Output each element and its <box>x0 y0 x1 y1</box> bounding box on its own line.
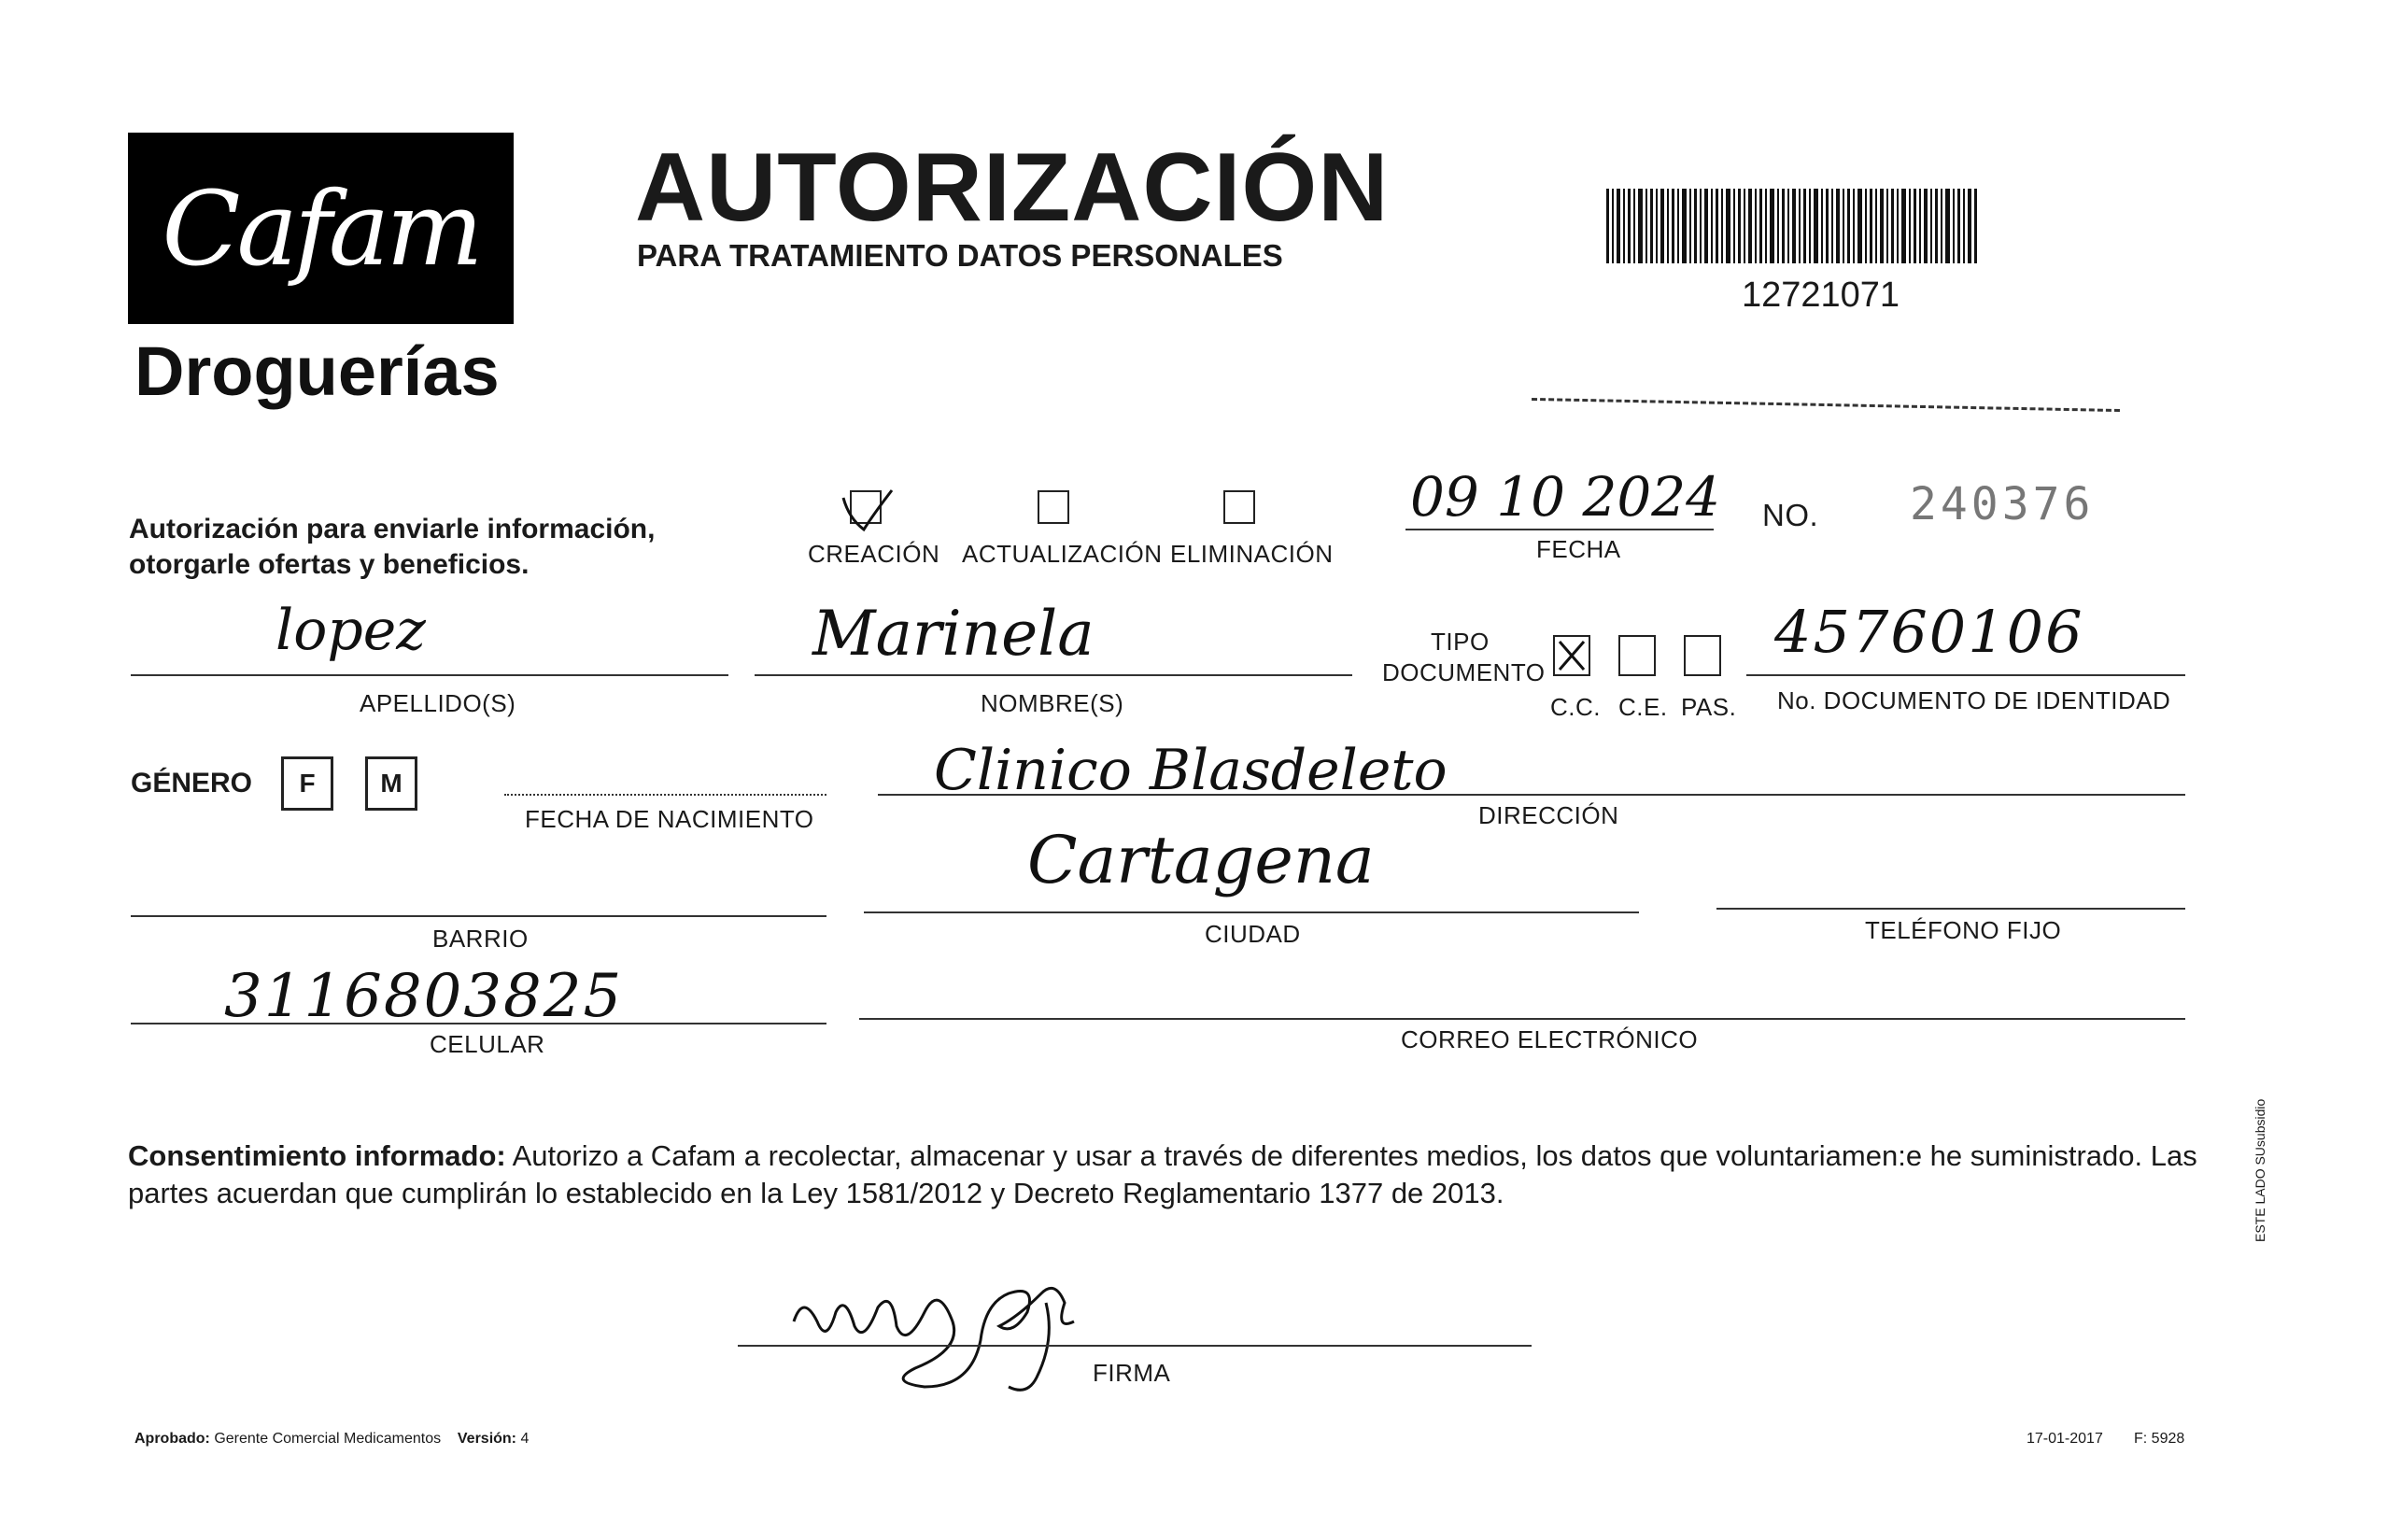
numero-label: NO. <box>1762 498 1819 532</box>
barrio-line <box>131 915 826 917</box>
footer-date: 17-01-2017 <box>2027 1431 2103 1447</box>
tipo-doc-label-2: DOCUMENTO <box>1382 658 1546 686</box>
logo-text: Cafam <box>162 168 480 289</box>
barcode <box>1606 189 1980 263</box>
intro-line-1: Autorización para enviarle información, <box>129 514 656 544</box>
celular-line <box>131 1023 826 1024</box>
telefono-label: TELÉFONO FIJO <box>1865 916 2062 944</box>
consent-text: Autorizo a Cafam a recolectar, almacenar y usar a través de diferentes medios, los datos que voluntariamen:e he suministrado. Las partes acuerdan que cumplirán lo establecido en la Ley 1581/2012 y Decreto Reglamentario 1377 de 2013. <box>128 1139 2197 1209</box>
celular-value: 3116803825 <box>224 962 624 1031</box>
nombres-value: Marinela <box>812 598 1095 670</box>
option-ce: C.E. <box>1618 693 1668 721</box>
telefono-line <box>1716 908 2185 910</box>
correo-line <box>859 1018 2185 1020</box>
documento-line <box>1746 674 2185 676</box>
footer-aprobado <box>134 1431 529 1448</box>
ciudad-line <box>864 911 1639 913</box>
barcode-number: 12721071 <box>1742 276 1900 315</box>
correo-label: CORREO ELECTRÓNICO <box>1401 1025 1699 1053</box>
footer-form-code: F: 5928 <box>2134 1431 2185 1447</box>
consent-paragraph <box>128 1137 2201 1212</box>
apellidos-line <box>131 674 728 676</box>
nombres-label: NOMBRE(S) <box>981 689 1124 717</box>
genero-label: GÉNERO <box>131 768 253 798</box>
document-subtitle: PARA TRATAMIENTO DATOS PERSONALES <box>637 238 1283 273</box>
option-cc: C.C. <box>1550 693 1601 721</box>
barrio-label: BARRIO <box>432 925 529 953</box>
apellidos-label: APELLIDO(S) <box>360 689 516 717</box>
aprobado-label: Aprobado: <box>134 1431 210 1447</box>
genero-f-option[interactable]: F <box>281 756 333 811</box>
fecha-nacimiento-label: FECHA DE NACIMIENTO <box>525 805 814 833</box>
checkbox-ce[interactable] <box>1618 635 1656 676</box>
firma-line <box>738 1345 1532 1347</box>
apellidos-value: lopez <box>275 598 426 663</box>
firma-label: FIRMA <box>1093 1359 1171 1387</box>
brand-subtitle: Droguerías <box>134 332 500 410</box>
direccion-value: Clinico Blasdeleto <box>934 738 1448 803</box>
documento-label: No. DOCUMENTO DE IDENTIDAD <box>1777 686 2171 714</box>
direccion-label: DIRECCIÓN <box>1478 801 1619 829</box>
fecha-nacimiento-line <box>504 794 826 796</box>
checkbox-actualizacion[interactable] <box>1038 490 1069 524</box>
tipo-doc-label-1: TIPO <box>1431 628 1490 656</box>
version-value: 4 <box>520 1431 530 1447</box>
document-title: AUTORIZACIÓN <box>635 134 1390 242</box>
numero-value: 240376 <box>1910 478 2095 530</box>
ciudad-value: Cartagena <box>1027 822 1375 898</box>
version-label: Versión: <box>457 1431 517 1447</box>
vertical-note: ESTE LADO SUsubsidio <box>2253 1098 2267 1242</box>
handwritten-signature <box>775 1256 1130 1406</box>
option-actualizacion: ACTUALIZACIÓN <box>962 540 1163 568</box>
aprobado-value: Gerente Comercial Medicamentos <box>214 1431 442 1447</box>
cafam-logo <box>128 133 514 324</box>
option-creacion: CREACIÓN <box>808 540 940 568</box>
fecha-label: FECHA <box>1536 535 1621 563</box>
genero-m-option[interactable]: M <box>365 756 417 811</box>
fecha-value: 09 10 2024 <box>1410 465 1721 529</box>
documento-value: 45760106 <box>1774 598 2084 666</box>
checkbox-eliminacion[interactable] <box>1223 490 1255 524</box>
intro-line-2: otorgarle ofertas y beneficios. <box>129 549 530 580</box>
celular-label: CELULAR <box>430 1030 545 1058</box>
ciudad-label: CIUDAD <box>1205 920 1301 948</box>
option-eliminacion: ELIMINACIÓN <box>1170 540 1334 568</box>
x-mark-icon <box>1556 638 1588 673</box>
consent-heading: Consentimiento informado: <box>128 1139 506 1172</box>
option-pas: PAS. <box>1681 693 1737 721</box>
fecha-underline <box>1405 529 1714 530</box>
checkbox-pas[interactable] <box>1684 635 1721 676</box>
check-mark-icon <box>836 481 901 546</box>
dashed-separator <box>1532 398 2120 412</box>
nombres-line <box>755 674 1352 676</box>
direccion-line <box>878 794 2185 796</box>
